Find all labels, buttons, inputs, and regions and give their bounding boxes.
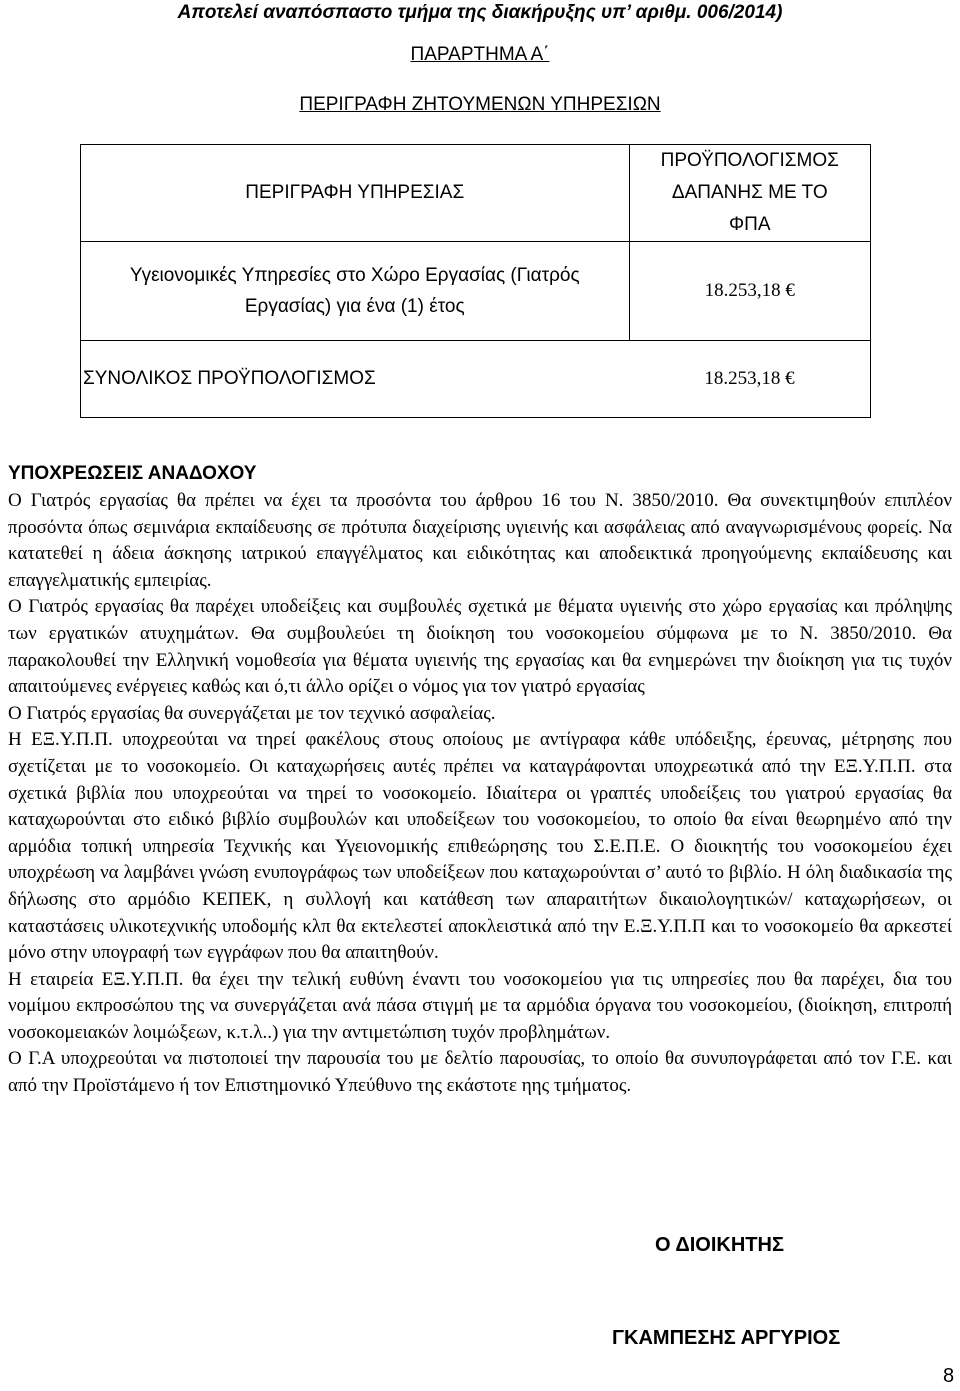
table-header-row: [81, 145, 871, 242]
header-budget-line: ΦΠΑ: [728, 214, 771, 235]
paragraph: Ο Γιατρός εργασίας θα παρέχει υποδείξεις και συμβουλές σχετικά με θέματα υγιεινής στο χώρο εργασίας και πρόληψης των εργατικών ατυχημάτων. Θα συμβουλεύει τη διοίκηση του νοσοκομείου σύμφωνα με το Ν. 3850/2010. Θα παρακολουθεί την Ελληνική νομοθεσία για θέματα υγιεινής της εργασίας και θα ενημερώνει την διοίκηση για τις τυχόν απαιτούμενες ενέργειες καθώς και ό,τι άλλο ορίζει ο νόμος για τον γιατρό εργασίας: [8, 596, 952, 698]
header-budget-line: ΠΡΟΫΠΟΛΟΓΙΣΜΟΣ: [660, 150, 839, 171]
total-row: [81, 341, 871, 418]
signature-role: Ο ΔΙΟΙΚΗΤΗΣ: [655, 1234, 784, 1256]
document-header-line: Αποτελεί αναπόσπαστο τμήμα της διακήρυξης υπ’ αριθμ. 006/2014): [177, 2, 783, 23]
header-description-cell: ΠΕΡΙΓΡΑΦΗ ΥΠΗΡΕΣΙΑΣ: [81, 145, 630, 242]
service-row: [81, 242, 871, 341]
service-description-line: Εργασίας) για ένα (1) έτος: [244, 296, 465, 317]
obligations-title: ΥΠΟΧΡΕΩΣΕΙΣ ΑΝΑΔΟΧΟΥ: [8, 463, 257, 484]
paragraph: Ο Γ.Α υποχρεούται να πιστοποιεί την παρουσία του με δελτίο παρουσίας, το οποίο θα συνυπογράφεται από τον Γ.Ε. και από την Προϊστάμενο ή τον Επιστημονικό Υπεύθυνο της εκάστοτε ηης τμήματος.: [8, 1048, 952, 1097]
paragraph: Η εταιρεία ΕΞ.Υ.Π.Π. θα έχει την τελική ευθύνη έναντι του νοσοκομείου για τις υπηρεσίες που θα παρέχει, δια του νομίμου εκπροσώπου της να συνεργάζεται ανά πάσα στιγμή με τα αρμόδια όργανα του νοσοκομείου, (διοίκηση, επιτροπή νοσοκομειακών λοιμώξεων, κ.τ.λ..) για την αντιμετώπιση τυχόν προβλημάτων.: [8, 968, 952, 1043]
service-description-line: Υγειονομικές Υπηρεσίες στο Χώρο Εργασίας (Γιατρός: [129, 265, 580, 286]
paragraph: Ο Γιατρός εργασίας θα συνεργάζεται με τον τεχνικό ασφαλείας.: [8, 702, 496, 724]
budget-table: [80, 144, 871, 418]
paragraph: Ο Γιατρός εργασίας θα πρέπει να έχει τα προσόντα του άρθρου 16 του Ν. 3850/2010. Θα συνεκτιμηθούν επιπλέον προσόντα όπως σεμινάρια εκπαίδευσης σε πρότυπα διαχείρισης υγιεινής και ασφάλειας από αναγνωρισμένους φορείς. Να κατατεθεί η άδεια άσκησης ιατρικού επαγγέλματος και ειδικότητας και αποδεικτικά προηγούμενης εκπαίδευσης και επαγγελματικής εμπειρίας.: [8, 490, 952, 591]
annex-title: ΠΑΡΑΡΤΗΜΑ Α΄: [410, 44, 550, 65]
obligations-body: [8, 488, 952, 1100]
service-description-cell: [81, 242, 630, 341]
total-label-cell: ΣΥΝΟΛΙΚΟΣ ΠΡΟΫΠΟΛΟΓΙΣΜΟΣ: [81, 341, 630, 418]
header-budget-line: ΔΑΠΑΝΗΣ ΜΕ ΤΟ: [671, 182, 828, 203]
page-number: 8: [943, 1365, 955, 1387]
paragraph: Η ΕΞ.Υ.Π.Π. υποχρεούται να τηρεί φακέλους στους οποίους με αντίγραφα κάθε υπόδειξης, έρευνας, μέτρησης που σχετίζεται με το νοσοκομείο. Οι καταχωρήσεις αυτές πρέπει να καταγράφονται υποχρεωτικά από την ΕΞ.Υ.Π.Π. στα σχετικά βιβλία που υποχρεούται να τηρεί το νοσοκομείο. Ιδιαίτερα οι γραπτές υποδείξεις του γιατρού εργασίας θα καταχωρούνται στο ειδικό βιβλίο συμβουλών και υποδείξεων του νοσοκομείου, το οποίο θα είναι θεωρημένο από την αρμόδια τοπική υπηρεσία Τεχνικής και Υγειονομικής επιθεώρησης του Σ.Ε.Π.Ε. Ο διοικητής του νοσοκομείου έχει υποχρέωση να λαμβάνει γνώση ενυπογράφως των υποδείξεων που καταχωρούνται σ’ αυτό το βιβλίο. Η όλη διαδικασία της δήλωσης στο αρμόδιο ΚΕΠΕΚ, η συλλογή και κατάθεση των απαραιτήτων δικαιολογητικών/ καταχωρήσεων, οι καταστάσεις υλικοτεχνικής υποδομής κλπ θα εκτελεστεί αποκλειστικά από την Ε.Ξ.Υ.Π.Π και το νοσοκομείο θα αρκεστεί μόνο στην υπογραφή των εγγράφων που θα απαιτηθούν.: [8, 729, 952, 964]
header-budget-cell: [629, 145, 871, 242]
signature-name: ΓΚΑΜΠΕΣΗΣ ΑΡΓΥΡΙΟΣ: [612, 1327, 841, 1349]
service-cost-cell: 18.253,18 €: [629, 242, 871, 341]
total-value-cell: 18.253,18 €: [629, 341, 871, 418]
services-title: ΠΕΡΙΓΡΑΦΗ ΖΗΤΟΥΜΕΝΩΝ ΥΠΗΡΕΣΙΩΝ: [299, 94, 661, 115]
